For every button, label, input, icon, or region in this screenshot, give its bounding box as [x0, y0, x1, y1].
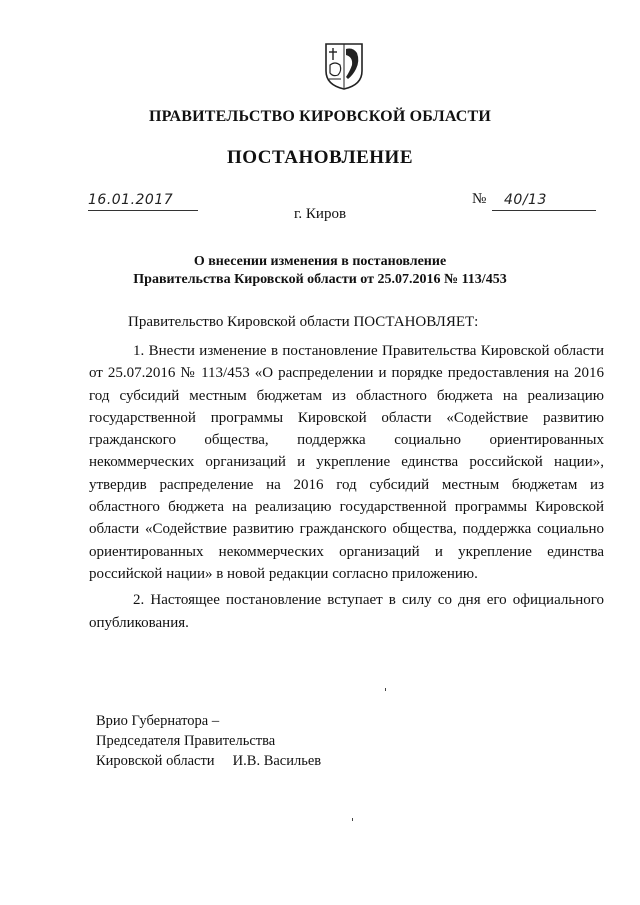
document-date: 16.01.2017 [88, 192, 174, 208]
paragraph-1 [89, 340, 604, 585]
kirov-coat-of-arms-icon [323, 41, 365, 91]
signer-position-line-1: Врио Губернатора – [96, 713, 220, 729]
paragraph-1-text: 1. Внести изменение в постановление Правительства Кировской области от 25.07.2016 № 113/453 «О распределении и порядке предоставления на 2016 год субсидий местным бюджетам из областного бюджета на реализацию государственной программы Кировской области «Содействие развитию гражданского общества, поддержка социально ориентированных некоммерческих организаций и укрепление единства российской нации», утвердив распределение на 2016 год субсидий местным бюджетам из областного бюджета на реализацию государственной программы Кировской области «Содействие развитию гражданского общества, поддержка социально ориентированных некоммерческих организаций и укрепление единства российской нации» в новой редакции согласно приложению. [89, 343, 604, 582]
resolution-intro: Правительство Кировской области ПОСТАНОВЛЯЕТ: [128, 314, 479, 330]
signer-position-line-2: Председателя Правительства [96, 733, 276, 749]
paragraph-2 [89, 589, 604, 634]
scan-speck [352, 818, 353, 821]
organization-title: ПРАВИТЕЛЬСТВО КИРОВСКОЙ ОБЛАСТИ [148, 108, 492, 125]
signer-name: И.В. Васильев [232, 753, 322, 769]
resolution-body [89, 340, 604, 634]
document-subject [0, 253, 640, 289]
scan-speck [385, 688, 386, 691]
paragraph-2-text: 2. Настоящее постановление вступает в силу со дня его официального опубликования. [89, 592, 604, 631]
signer-position-line-3 [96, 751, 321, 771]
document-type-title: ПОСТАНОВЛЕНИЕ [226, 147, 414, 168]
city-name: г. Киров [293, 206, 347, 222]
signature-block [96, 711, 321, 771]
number-label: № [472, 191, 487, 207]
signer-organization: Кировской области [96, 753, 215, 769]
subject-line-1: О внесении изменения в постановление [193, 254, 447, 269]
subject-line-2: Правительства Кировской области от 25.07.2016 № 113/453 [133, 272, 507, 287]
document-number: 40/13 [504, 192, 547, 208]
